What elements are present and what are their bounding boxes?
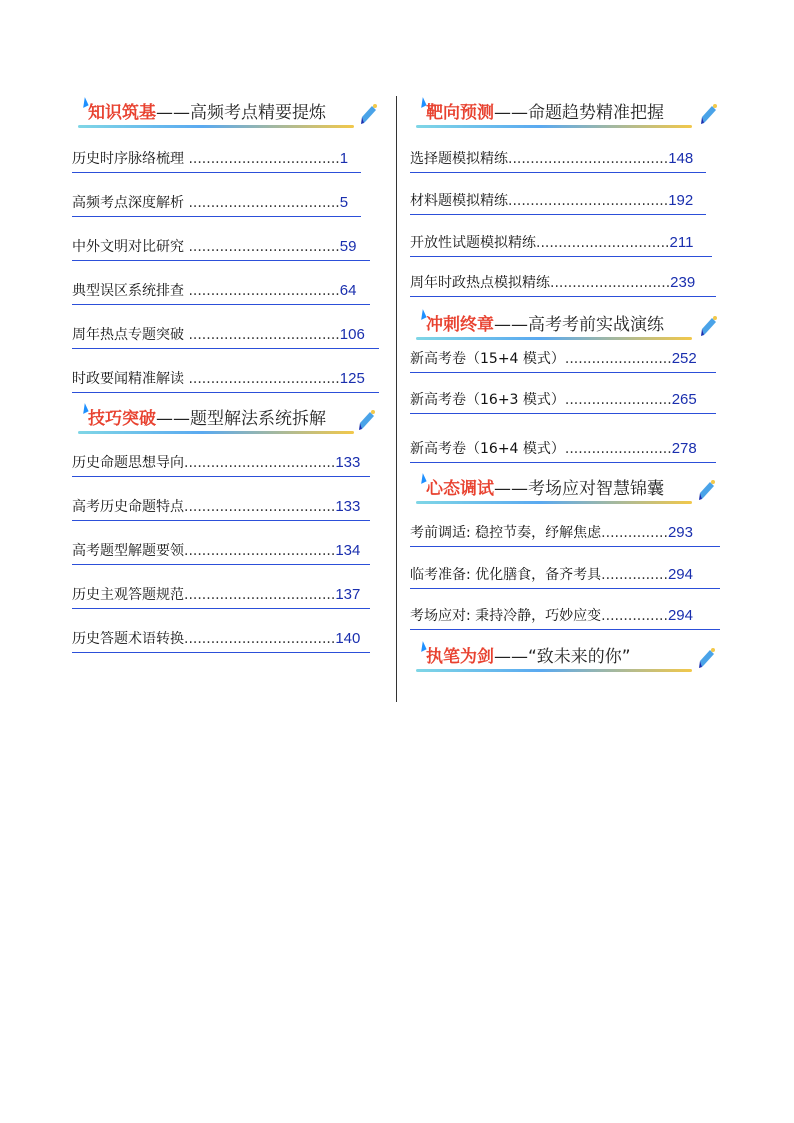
- entry-page: 265: [671, 391, 697, 408]
- entry-page: 239: [670, 274, 696, 291]
- entry-leader: ..................................: [184, 499, 336, 515]
- entry-title: 选择题模拟精练: [410, 151, 508, 167]
- entry-title: 新高考卷（16+3 模式）: [410, 392, 565, 408]
- toc-entry[interactable]: [410, 524, 720, 547]
- toc-entry[interactable]: [410, 350, 716, 373]
- toc-entry[interactable]: [72, 370, 379, 393]
- entry-title: 考场应对: 秉持冷静，巧妙应变: [410, 608, 602, 624]
- section-title: [88, 409, 326, 429]
- entry-leader: ........................: [564, 392, 672, 408]
- pen-icon: [698, 647, 716, 669]
- entry-leader: ...............: [601, 608, 668, 624]
- toc-entry[interactable]: [72, 630, 370, 653]
- entry-title: 典型误区系统排查: [72, 283, 189, 299]
- toc-entry[interactable]: [72, 326, 379, 349]
- section-subtitle: ——考场应对智慧锦囊: [494, 479, 664, 499]
- entry-title: 考前调适: 稳控节奏，纾解焦虑: [410, 525, 602, 541]
- toc-entry[interactable]: [410, 150, 706, 173]
- section-title: [426, 103, 664, 123]
- entry-leader: ....................................: [508, 193, 669, 209]
- entry-leader: ........................: [564, 351, 672, 367]
- entry-title: 历史主观答题规范: [72, 587, 184, 603]
- column-divider: [396, 96, 397, 702]
- entry-leader: ..................................: [184, 543, 336, 559]
- toc-entry[interactable]: [72, 150, 361, 173]
- section-title: [426, 315, 664, 335]
- section-highlight: 技巧突破: [88, 409, 156, 429]
- toc-entry[interactable]: [72, 282, 370, 305]
- entry-page: 252: [671, 350, 697, 367]
- entry-title: 历史答题术语转换: [72, 631, 184, 647]
- entry-title: 周年热点专题突破: [72, 327, 189, 343]
- toc-entry[interactable]: [72, 194, 361, 217]
- entry-leader: ..................................: [184, 587, 336, 603]
- section-highlight: 执笔为剑: [426, 647, 494, 667]
- section-header-jiqiao: [72, 402, 382, 436]
- section-subtitle: ——命题趋势精准把握: [494, 103, 664, 123]
- pen-icon: [700, 315, 718, 337]
- section-underline: [78, 431, 354, 434]
- entry-page: 134: [335, 542, 361, 559]
- entry-title: 历史时序脉络梳理: [72, 151, 189, 167]
- entry-page: 59: [339, 238, 357, 255]
- entry-leader: ..................................: [188, 195, 340, 211]
- entry-title: 材料题模拟精练: [410, 193, 508, 209]
- entry-leader: ...........................: [550, 275, 671, 291]
- entry-leader: ...............: [601, 567, 668, 583]
- entry-leader: ..............................: [536, 235, 670, 251]
- section-subtitle: ——高频考点精要提炼: [156, 103, 326, 123]
- toc-entry[interactable]: [410, 566, 720, 589]
- entry-page: 192: [668, 192, 694, 209]
- toc-entry[interactable]: [410, 234, 712, 257]
- toc-entry[interactable]: [410, 440, 716, 463]
- toc-entry[interactable]: [72, 498, 370, 521]
- entry-leader: ...............: [601, 525, 668, 541]
- entry-title: 临考准备: 优化膳食，备齐考具: [410, 567, 602, 583]
- entry-page: 140: [335, 630, 361, 647]
- entry-page: 1: [339, 150, 349, 167]
- section-underline: [416, 501, 692, 504]
- entry-page: 125: [339, 370, 365, 387]
- entry-title: 高考历史命题特点: [72, 499, 184, 515]
- toc-entry[interactable]: [410, 607, 720, 630]
- section-underline: [416, 125, 692, 128]
- section-header-xintai: [410, 472, 720, 506]
- entry-page: 294: [667, 607, 693, 624]
- section-header-zhibi: [410, 640, 720, 674]
- section-header-baxiang: [410, 96, 720, 130]
- entry-leader: ..................................: [188, 151, 340, 167]
- entry-page: 133: [335, 498, 361, 515]
- toc-entry[interactable]: [410, 274, 716, 297]
- entry-leader: ..................................: [188, 371, 340, 387]
- entry-title: 高考题型解题要领: [72, 543, 184, 559]
- section-underline: [78, 125, 354, 128]
- toc-entry[interactable]: [72, 586, 370, 609]
- entry-title: 新高考卷（16+4 模式）: [410, 441, 565, 457]
- entry-leader: ........................: [564, 441, 672, 457]
- entry-title: 高频考点深度解析: [72, 195, 189, 211]
- entry-page: 293: [667, 524, 693, 541]
- entry-page: 278: [671, 440, 697, 457]
- toc-entry[interactable]: [410, 391, 716, 414]
- pen-icon: [698, 479, 716, 501]
- toc-entry[interactable]: [72, 454, 370, 477]
- toc-entry[interactable]: [410, 192, 706, 215]
- entry-title: 新高考卷（15+4 模式）: [410, 351, 565, 367]
- section-subtitle: ——高考考前实战演练: [494, 315, 664, 335]
- section-subtitle: ——题型解法系统拆解: [156, 409, 326, 429]
- toc-entry[interactable]: [72, 238, 370, 261]
- entry-page: 5: [339, 194, 349, 211]
- section-subtitle: ——“致未来的你”: [494, 647, 631, 667]
- entry-leader: ..................................: [188, 239, 340, 255]
- section-title: [426, 647, 631, 667]
- entry-leader: ..................................: [188, 283, 340, 299]
- entry-leader: ..................................: [188, 327, 340, 343]
- section-title: [426, 479, 664, 499]
- section-highlight: 靶向预测: [426, 103, 494, 123]
- section-header-chongci: [410, 308, 720, 342]
- entry-page: 294: [667, 566, 693, 583]
- entry-title: 时政要闻精准解读: [72, 371, 189, 387]
- entry-leader: ..................................: [184, 455, 336, 471]
- section-header-zhishi: [72, 96, 382, 130]
- entry-page: 137: [335, 586, 361, 603]
- section-underline: [416, 337, 692, 340]
- entry-page: 133: [335, 454, 361, 471]
- section-highlight: 冲刺终章: [426, 315, 494, 335]
- section-highlight: 心态调试: [426, 479, 494, 499]
- entry-title: 周年时政热点模拟精练: [410, 275, 550, 291]
- entry-leader: ..................................: [184, 631, 336, 647]
- entry-page: 106: [339, 326, 365, 343]
- toc-entry[interactable]: [72, 542, 370, 565]
- section-highlight: 知识筑基: [88, 103, 156, 123]
- entry-page: 148: [668, 150, 694, 167]
- pen-icon: [358, 409, 376, 431]
- entry-title: 开放性试题模拟精练: [410, 235, 536, 251]
- entry-page: 211: [669, 234, 694, 251]
- entry-title: 历史命题思想导向: [72, 455, 184, 471]
- entry-page: 64: [339, 282, 357, 299]
- entry-title: 中外文明对比研究: [72, 239, 189, 255]
- pen-icon: [360, 103, 378, 125]
- pen-icon: [700, 103, 718, 125]
- section-title: [88, 103, 326, 123]
- entry-leader: ....................................: [508, 151, 669, 167]
- section-underline: [416, 669, 692, 672]
